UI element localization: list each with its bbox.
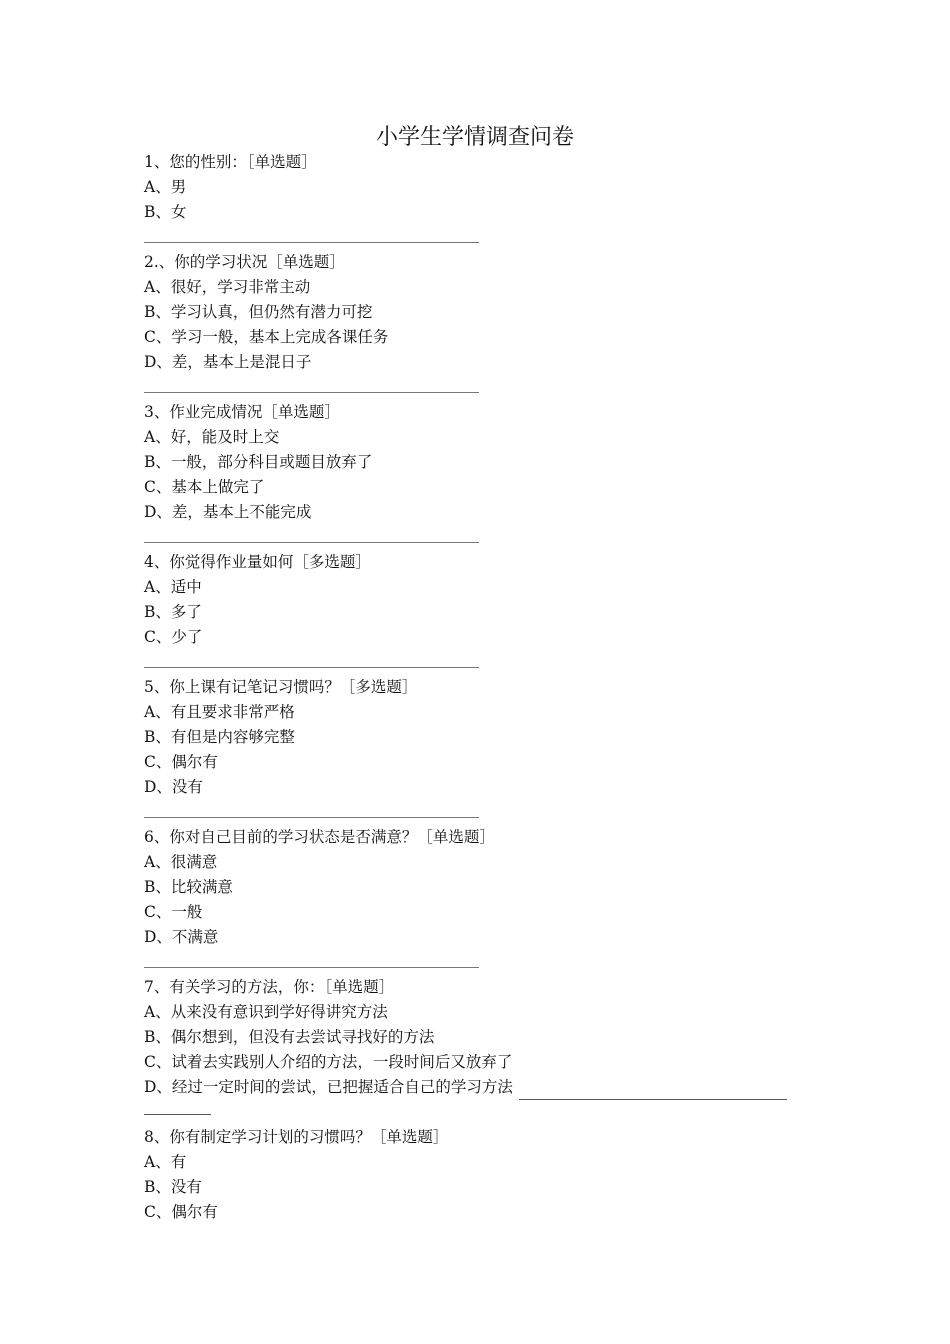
answer-blank-line-continued (144, 1100, 211, 1115)
option-item: D、不满意 (144, 928, 219, 946)
option-item: D、差，基本上是混日子 (144, 353, 312, 371)
option-item: A、好，能及时上交 (144, 428, 280, 446)
question-block (144, 825, 844, 950)
option-item: A、有 (144, 1153, 187, 1171)
option-item: D、差，基本上不能完成 (144, 503, 312, 521)
option-item: C、少了 (144, 628, 203, 646)
question-block (144, 975, 844, 1115)
option-item: A、男 (144, 178, 187, 196)
option-item: C、学习一般，基本上完成各课任务 (144, 328, 389, 346)
question-block (144, 550, 844, 650)
question-text: 5、你上课有记笔记习惯吗？［多选题］ (144, 678, 418, 696)
option-item: B、多了 (144, 603, 202, 621)
question-block (144, 1125, 844, 1225)
option-item: B、偶尔想到，但没有去尝试寻找好的方法 (144, 1028, 435, 1046)
question-text: 3、作业完成情况［单选题］ (144, 403, 340, 421)
option-item: B、一般，部分科目或题目放弃了 (144, 453, 373, 471)
option-item: B、有但是内容够完整 (144, 728, 295, 746)
divider (144, 525, 479, 543)
option-item: A、很满意 (144, 853, 218, 871)
divider (144, 650, 479, 668)
option-item: C、基本上做完了 (144, 478, 265, 496)
option-item: B、女 (144, 203, 187, 221)
question-block (144, 675, 844, 800)
divider (144, 375, 479, 393)
divider (144, 800, 479, 818)
question-text: 7、有关学习的方法，你：［单选题］ (144, 978, 395, 996)
question-text: 6、你对自己目前的学习状态是否满意？［单选题］ (144, 828, 495, 846)
question-block (144, 250, 844, 375)
question-block (144, 400, 844, 525)
questionnaire-body (144, 150, 844, 1225)
option-item: C、试着去实践别人介绍的方法，一段时间后又放弃了 (144, 1053, 513, 1071)
option-item: A、有且要求非常严格 (144, 703, 295, 721)
option-item: C、偶尔有 (144, 753, 218, 771)
answer-blank-line (519, 1081, 787, 1100)
question-text: 8、你有制定学习计划的习惯吗？［单选题］ (144, 1128, 449, 1146)
question-text: 2.、你的学习状况［单选题］ (144, 253, 345, 271)
question-text: 1、您的性别：［单选题］ (144, 153, 317, 171)
divider (144, 950, 479, 968)
option-item: B、学习认真，但仍然有潜力可挖 (144, 303, 373, 321)
divider (144, 225, 479, 243)
option-item: A、适中 (144, 578, 202, 596)
option-item: A、从来没有意识到学好得讲究方法 (144, 1003, 388, 1021)
option-item: C、一般 (144, 903, 203, 921)
option-item: B、比较满意 (144, 878, 233, 896)
option-item-with-blank (144, 1075, 844, 1100)
option-item: B、没有 (144, 1178, 202, 1196)
question-text: 4、你觉得作业量如何［多选题］ (144, 553, 371, 571)
option-item: C、偶尔有 (144, 1203, 218, 1221)
document-title: 小学生学情调查问卷 (375, 125, 574, 150)
option-item: D、没有 (144, 778, 203, 796)
question-block (144, 150, 844, 225)
option-item: A、很好，学习非常主动 (144, 278, 311, 296)
option-item: D、经过一定时间的尝试，已把握适合自己的学习方法 (144, 1078, 513, 1096)
